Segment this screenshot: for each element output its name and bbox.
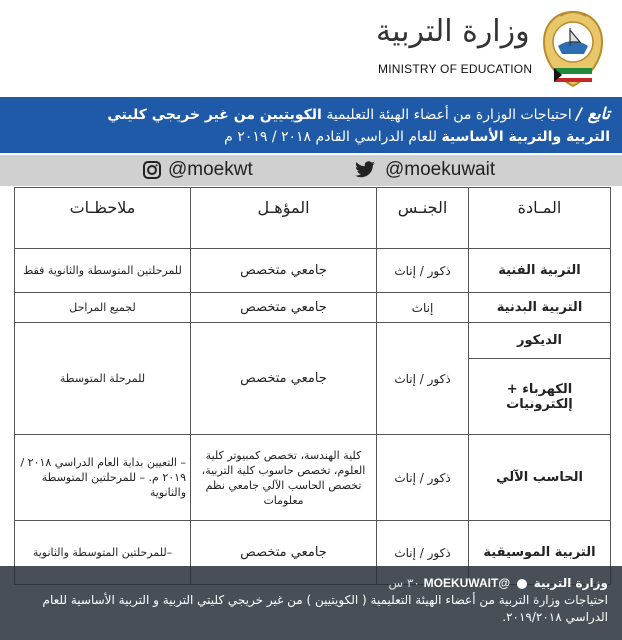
tweet-account-name[interactable]: وزارة التربية: [533, 576, 608, 590]
needs-table: [14, 187, 611, 585]
cell-gender: ذكور / إناث: [377, 435, 469, 521]
table-header-row: [15, 188, 611, 249]
cell-qualification: جامعي متخصص: [191, 521, 377, 585]
cell-subject: الديكور: [469, 323, 611, 359]
tweet-overlay[interactable]: [0, 566, 622, 640]
tweet-text: احتياجات وزارة التربية من أعضاء الهيئة التعليمية ( الكويتيين ) من غير خريجي كليتي التربية و التربية الأساسية للعام الدراسي ٢٠١٩/٢٠١٨.: [42, 593, 608, 624]
twitter-handle[interactable]: @moekuwait: [385, 159, 496, 180]
cell-subject: التربية الفنية: [469, 249, 611, 293]
table-row: [15, 435, 611, 521]
cell-qualification: جامعي متخصص: [191, 293, 377, 323]
ministry-name-arabic: وزارة التربية: [376, 14, 530, 49]
header: [0, 0, 622, 96]
header-gender: الجنـس: [377, 188, 469, 249]
kuwait-emblem-icon: [540, 8, 606, 90]
header-notes: ملاحظـات: [15, 188, 191, 249]
ministry-name-english: MINISTRY OF EDUCATION: [378, 62, 533, 76]
cell-gender: ذكور / إناث: [377, 249, 469, 293]
instagram-icon: [143, 161, 161, 179]
cell-gender: ذكور / إناث: [377, 323, 469, 435]
table-row: [15, 293, 611, 323]
cell-subject: التربية الموسيقية: [469, 521, 611, 585]
banner-line2-bold: التربية والتربية الأساسية: [441, 129, 610, 145]
social-bar: [0, 155, 622, 186]
cell-subject: الحاسب الآلي: [469, 435, 611, 521]
tweet-handle[interactable]: @MOEKUWAIT: [423, 576, 511, 590]
twitter-icon: [354, 161, 376, 179]
cell-subject: الكهرباء + إلكترونيات: [469, 359, 611, 435]
cell-notes: للمرحلتين المتوسطة والثانوية فقط: [15, 249, 191, 293]
cell-gender: ذكور / إناث: [377, 521, 469, 585]
verified-icon: [517, 579, 527, 589]
cell-notes: – التعيين بداية العام الدراسي ٢٠١٨ / ٢٠١٩ م. – للمرحلتين المتوسطة والثانوية: [15, 435, 191, 521]
cell-notes: لجميع المراحل: [15, 293, 191, 323]
cell-qualification: جامعي متخصص: [191, 323, 377, 435]
header-subject: المـادة: [469, 188, 611, 249]
table-row: [15, 249, 611, 293]
table-row: [15, 323, 611, 359]
banner-line2: للعام الدراسي القادم ٢٠١٨ / ٢٠١٩ م: [224, 129, 437, 145]
cell-qualification: جامعي متخصص: [191, 249, 377, 293]
tweet-time: ٣٠ س: [388, 576, 420, 590]
cell-notes: –للمرحلتين المتوسطة والثانوية: [15, 521, 191, 585]
cell-gender: إناث: [377, 293, 469, 323]
header-qualification: المؤهـل: [191, 188, 377, 249]
banner-line1-bold: الكويتيين من غير خريجي كليتي: [107, 107, 322, 123]
instagram-handle[interactable]: @moekwt: [168, 159, 253, 180]
banner-line1: احتياجات الوزارة من أعضاء الهيئة التعليمية: [326, 107, 572, 123]
cell-qualification: كلية الهندسة، تخصص كمبيوتر كلية العلوم، تخصص حاسوب كلية التربية، تخصص الحاسب الآلي جامعي نظم معلومات: [191, 435, 377, 521]
title-banner: [0, 97, 622, 153]
cell-subject: التربية البدنية: [469, 293, 611, 323]
cell-notes: للمرحلة المتوسطة: [15, 323, 191, 435]
banner-lead: تابع /: [576, 104, 610, 123]
